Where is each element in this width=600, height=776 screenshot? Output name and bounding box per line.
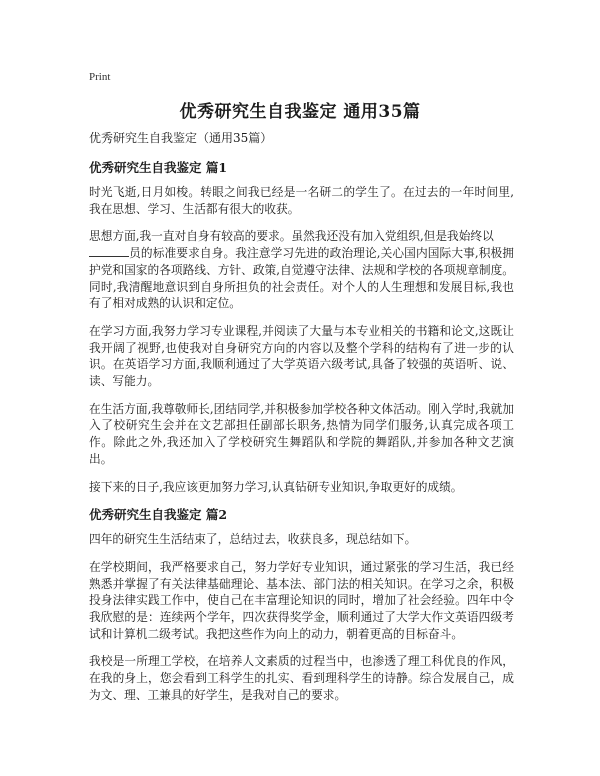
section-1 (89, 159, 514, 495)
section-heading: 优秀研究生自我鉴定 篇2 (89, 507, 228, 523)
paragraph: 时光飞逝,日月如梭。转眼之间我已经是一名研二的学生了。在过去的一年时间里,我在思想、学习、生活都有很大的收获。 (89, 185, 514, 216)
document-title: 优秀研究生自我鉴定 通用35篇 (179, 102, 421, 122)
paragraph: 四年的研究生生活结束了，总结过去，收获良多，现总结如下。 (89, 532, 417, 547)
paragraph: 我校是一所理工学校，在培养人文素质的过程当中，也渗透了理工科优良的作风，在我的身上，您会看到工科学生的扎实、看到理科学生的诗静。综合发展自己，成为文、理、工兼具的好学生，是我对自己的要求。 (89, 654, 514, 702)
paragraph: 在学习方面,我努力学习专业课程,并阅读了大量与本专业相关的书籍和论文,这既让我开阔了视野,也使我对自身研究方向的内容以及整个学科的结构有了进一步的认识。在英语学习方面,我顺利通过了大学英语六级考试,具备了较强的英语听、说、读、写能力。 (89, 323, 514, 389)
paragraph-text: 员的标准要求自身。我注意学习先进的政治理论,关心国内国际大事,积极拥护党和国家的各项路线、方针、政策,自觉遵守法律、法规和学校的各项规章制度。同时,我清醒地意识到自身所担负的社会责任。对个人的人生理想和发展目标,我也有了相对成熟的认识和定位。 (89, 246, 514, 311)
section-2 (89, 506, 514, 703)
paragraph: 接下来的日子,我应该更加努力学习,认真钻研专业知识,争取更好的成绩。 (89, 479, 463, 494)
document-body (89, 130, 514, 715)
document-subtitle: 优秀研究生自我鉴定（通用35篇） (89, 131, 273, 145)
paragraph: 在学校期间，我严格要求自己，努力学好专业知识，通过紧张的学习生活，我已经熟悉并掌握了有关法律基础理论、基本法、部门法的相关知识。在学习之余，积极投身法律实践工作中，使自己在丰富理论知识的同时，增加了社会经验。四年中令我欣慰的是：连续两个学年，四次获得奖学金，顺利通过了大学大作文英语四级考试和计算机二级考试。我把这些作为向上的动力，朝着更高的目标奋斗。 (89, 559, 514, 641)
print-label[interactable]: Print (89, 71, 111, 83)
section-heading: 优秀研究生自我鉴定 篇1 (89, 160, 228, 175)
paragraph: 在生活方面,我尊敬师长,团结同学,并积极参加学校各种文体活动。刚入学时,我就加入了校研究生会并在文艺部担任副部长职务,热情为同学们服务,认真完成各项工作。除此之外,我还加入了学校研究生舞蹈队和学院的舞蹈队,并参加各种文艺演出。 (89, 401, 514, 466)
blank-underline (89, 246, 129, 257)
paragraph (89, 228, 514, 312)
paragraph-text: 思想方面,我一直对自身有较高的要求。虽然我还没有加入党组织,但是我始终以 (89, 229, 494, 244)
